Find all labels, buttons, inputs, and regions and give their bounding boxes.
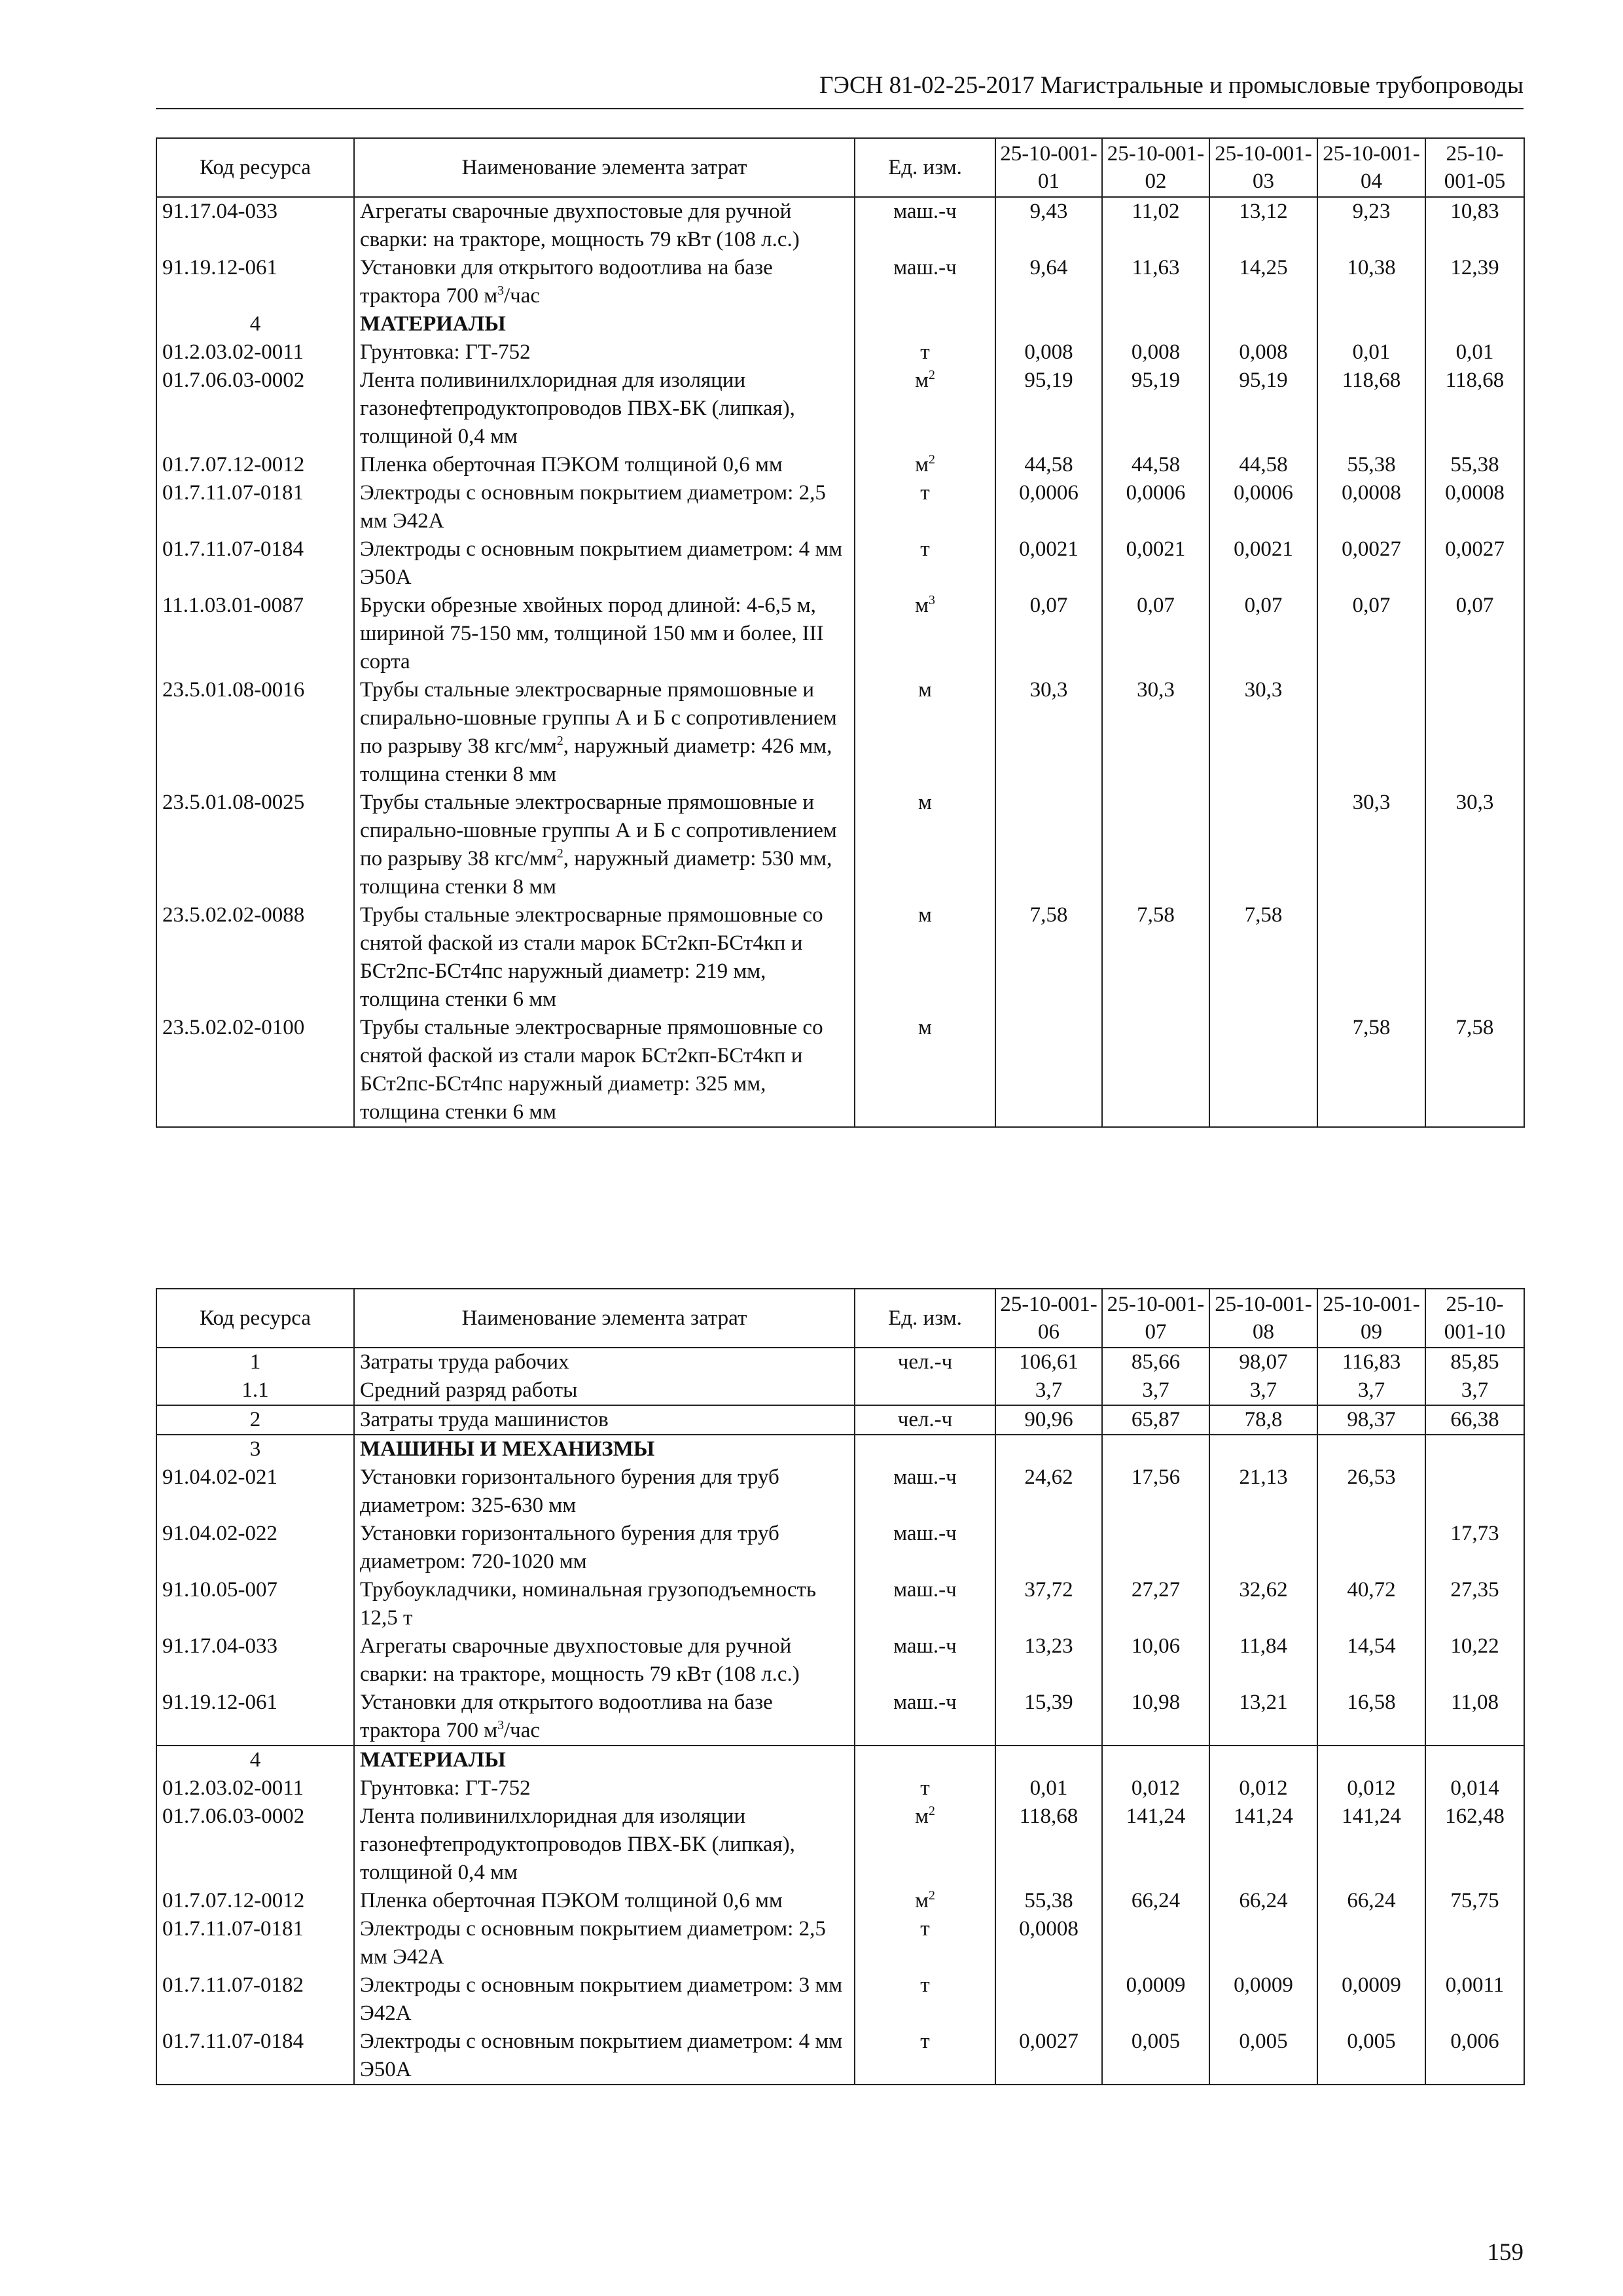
- value-cell: 0,005: [1209, 2028, 1317, 2085]
- value-cell: 14,54: [1317, 1632, 1425, 1689]
- unit-cell: т: [855, 479, 995, 535]
- table-row: [156, 197, 1524, 254]
- page-number: 159: [1487, 2239, 1524, 2266]
- resource-name: Электроды с основным покрытием диаметром: 2,5 мм Э42А: [354, 479, 855, 535]
- unit-cell: [855, 1376, 995, 1405]
- value-cell: 7,58: [1209, 901, 1317, 1014]
- resource-code: 11.1.03.01-0087: [156, 592, 354, 676]
- value-cell: 98,37: [1317, 1405, 1425, 1435]
- value-cell: 0,014: [1425, 1774, 1524, 1803]
- value-cell: 78,8: [1209, 1405, 1317, 1435]
- unit-cell: чел.-ч: [855, 1405, 995, 1435]
- value-cell: [1209, 310, 1317, 338]
- resource-name: Затраты труда рабочих: [354, 1348, 855, 1376]
- value-cell: 0,006: [1425, 2028, 1524, 2085]
- resource-code: 23.5.02.02-0088: [156, 901, 354, 1014]
- value-cell: 13,21: [1209, 1689, 1317, 1746]
- resource-name: Электроды с основным покрытием диаметром: 3 мм Э42А: [354, 1971, 855, 2028]
- value-cell: 95,19: [1102, 367, 1209, 451]
- section-row: [156, 1746, 1524, 1774]
- section-row: [156, 310, 1524, 338]
- value-cell: 0,01: [1425, 338, 1524, 367]
- value-cell: [1317, 1915, 1425, 1971]
- value-cell: 66,38: [1425, 1405, 1524, 1435]
- value-cell: [1102, 310, 1209, 338]
- value-cell: 30,3: [1317, 789, 1425, 901]
- table-header-row: [156, 1289, 1524, 1348]
- value-cell: 17,73: [1425, 1520, 1524, 1576]
- value-cell: 0,01: [995, 1774, 1102, 1803]
- value-cell: [995, 1435, 1102, 1463]
- column-header: Код ресурса: [156, 138, 354, 197]
- value-cell: 24,62: [995, 1463, 1102, 1520]
- value-cell: 0,07: [995, 592, 1102, 676]
- resource-name: Затраты труда машинистов: [354, 1405, 855, 1435]
- resource-name: Установки для открытого водоотлива на базе трактора 700 $м^3$/час: [354, 1689, 855, 1746]
- value-cell: 95,19: [995, 367, 1102, 451]
- column-header: Ед. изм.: [855, 1289, 995, 1348]
- resource-code: 1: [156, 1348, 354, 1376]
- unit-cell: $м^2$: [855, 1887, 995, 1915]
- resource-name: Бруски обрезные хвойных пород длиной: 4-6,5 м, шириной 75-150 мм, толщиной 150 мм и более, III сорта: [354, 592, 855, 676]
- column-header: 25-10-001-09: [1317, 1289, 1425, 1348]
- unit-cell: [855, 310, 995, 338]
- resource-name: МАШИНЫ И МЕХАНИЗМЫ: [354, 1435, 855, 1463]
- value-cell: 10,22: [1425, 1632, 1524, 1689]
- unit-cell: маш.-ч: [855, 1576, 995, 1632]
- value-cell: 7,58: [1317, 1014, 1425, 1127]
- value-cell: 0,0006: [1209, 479, 1317, 535]
- value-cell: 3,7: [995, 1376, 1102, 1405]
- value-cell: 0,0006: [1102, 479, 1209, 535]
- resource-name: Трубы стальные электросварные прямошовные и спирально-шовные группы А и Б с сопротивлением по разрыву 38 кгс/$мм^2$, наружный диаметр: 530 мм, толщина стенки 8 мм: [354, 789, 855, 901]
- table-row: [156, 1632, 1524, 1689]
- value-cell: [1209, 789, 1317, 901]
- value-cell: [1425, 676, 1524, 789]
- table-row: [156, 2028, 1524, 2085]
- value-cell: [1102, 1915, 1209, 1971]
- value-cell: 118,68: [995, 1803, 1102, 1887]
- resource-code: 23.5.01.08-0016: [156, 676, 354, 789]
- value-cell: [1425, 1915, 1524, 1971]
- unit-cell: $м^2$: [855, 451, 995, 479]
- value-cell: 0,0021: [995, 535, 1102, 592]
- resource-code: 3: [156, 1435, 354, 1463]
- value-cell: 85,66: [1102, 1348, 1209, 1376]
- resource-name: МАТЕРИАЛЫ: [354, 310, 855, 338]
- value-cell: 66,24: [1209, 1887, 1317, 1915]
- table-row: [156, 1774, 1524, 1803]
- value-cell: [1425, 1435, 1524, 1463]
- value-cell: 11,63: [1102, 254, 1209, 310]
- value-cell: 30,3: [995, 676, 1102, 789]
- column-header: Ед. изм.: [855, 138, 995, 197]
- resource-name: Трубы стальные электросварные прямошовные со снятой фаской из стали марок БСт2кп-БСт4кп и БСт2пс-БСт4пс наружный диаметр: 219 мм, толщина стенки 6 мм: [354, 901, 855, 1014]
- header-divider: [156, 108, 1524, 109]
- table-row: [156, 1520, 1524, 1576]
- table-row: [156, 1348, 1524, 1376]
- column-header: 25-10-001-07: [1102, 1289, 1209, 1348]
- table-row: [156, 367, 1524, 451]
- value-cell: 10,98: [1102, 1689, 1209, 1746]
- unit-cell: маш.-ч: [855, 1520, 995, 1576]
- value-cell: [995, 1520, 1102, 1576]
- value-cell: [1209, 1746, 1317, 1774]
- value-cell: 10,06: [1102, 1632, 1209, 1689]
- column-header: 25-10-001-04: [1317, 138, 1425, 197]
- table-body: [156, 197, 1524, 1127]
- resource-name: Пленка оберточная ПЭКОМ толщиной 0,6 мм: [354, 451, 855, 479]
- value-cell: 118,68: [1317, 367, 1425, 451]
- value-cell: 3,7: [1102, 1376, 1209, 1405]
- resource-code: 01.7.11.07-0182: [156, 1971, 354, 2028]
- resource-code: 1.1: [156, 1376, 354, 1405]
- value-cell: [1102, 1746, 1209, 1774]
- value-cell: 0,0009: [1102, 1971, 1209, 2028]
- table-row: [156, 1014, 1524, 1127]
- value-cell: 0,0009: [1317, 1971, 1425, 2028]
- column-header: 25-10-001-10: [1425, 1289, 1524, 1348]
- column-header: 25-10-001-03: [1209, 138, 1317, 197]
- resource-code: 01.2.03.02-0011: [156, 338, 354, 367]
- column-header: 25-10-001-02: [1102, 138, 1209, 197]
- column-header: Наименование элемента затрат: [354, 138, 855, 197]
- value-cell: 0,012: [1102, 1774, 1209, 1803]
- resource-name: Лента поливинилхлоридная для изоляции газонефтепродуктопроводов ПВХ-БК (липкая), толщиной 0,4 мм: [354, 367, 855, 451]
- value-cell: 26,53: [1317, 1463, 1425, 1520]
- value-cell: 85,85: [1425, 1348, 1524, 1376]
- value-cell: 0,0027: [995, 2028, 1102, 2085]
- unit-cell: $м^2$: [855, 1803, 995, 1887]
- table-row: [156, 1463, 1524, 1520]
- value-cell: 55,38: [1317, 451, 1425, 479]
- unit-cell: т: [855, 338, 995, 367]
- table-header-row: [156, 138, 1524, 197]
- value-cell: [995, 1971, 1102, 2028]
- value-cell: 0,0021: [1209, 535, 1317, 592]
- resource-code: 01.7.11.07-0184: [156, 2028, 354, 2085]
- resource-code: 91.10.05-007: [156, 1576, 354, 1632]
- value-cell: [995, 310, 1102, 338]
- table-row: [156, 1887, 1524, 1915]
- value-cell: 141,24: [1317, 1803, 1425, 1887]
- value-cell: 10,83: [1425, 197, 1524, 254]
- value-cell: [1425, 1746, 1524, 1774]
- value-cell: [1209, 1520, 1317, 1576]
- resource-code: 91.19.12-061: [156, 254, 354, 310]
- value-cell: 55,38: [995, 1887, 1102, 1915]
- value-cell: [1317, 1435, 1425, 1463]
- cost-table-2: [156, 1288, 1525, 2085]
- table-row: [156, 1689, 1524, 1746]
- value-cell: 12,39: [1425, 254, 1524, 310]
- value-cell: 27,35: [1425, 1576, 1524, 1632]
- unit-cell: маш.-ч: [855, 1632, 995, 1689]
- table-body: [156, 1348, 1524, 2085]
- unit-cell: [855, 1435, 995, 1463]
- value-cell: 141,24: [1209, 1803, 1317, 1887]
- value-cell: 90,96: [995, 1405, 1102, 1435]
- unit-cell: маш.-ч: [855, 254, 995, 310]
- value-cell: 44,58: [1102, 451, 1209, 479]
- value-cell: 7,58: [1425, 1014, 1524, 1127]
- unit-cell: т: [855, 2028, 995, 2085]
- value-cell: 0,008: [995, 338, 1102, 367]
- value-cell: 3,7: [1425, 1376, 1524, 1405]
- value-cell: 0,0009: [1209, 1971, 1317, 2028]
- value-cell: 9,23: [1317, 197, 1425, 254]
- value-cell: 141,24: [1102, 1803, 1209, 1887]
- resource-name: Пленка оберточная ПЭКОМ толщиной 0,6 мм: [354, 1887, 855, 1915]
- resource-code: 01.7.06.03-0002: [156, 1803, 354, 1887]
- table-row: [156, 338, 1524, 367]
- unit-cell: м: [855, 1014, 995, 1127]
- resource-name: Электроды с основным покрытием диаметром: 4 мм Э50А: [354, 535, 855, 592]
- running-header: ГЭСН 81-02-25-2017 Магистральные и промысловые трубопроводы: [819, 72, 1524, 99]
- resource-code: 2: [156, 1405, 354, 1435]
- value-cell: 7,58: [995, 901, 1102, 1014]
- value-cell: 0,0008: [995, 1915, 1102, 1971]
- resource-code: 91.04.02-021: [156, 1463, 354, 1520]
- value-cell: [1102, 1435, 1209, 1463]
- value-cell: 44,58: [1209, 451, 1317, 479]
- resource-code: 91.19.12-061: [156, 1689, 354, 1746]
- resource-name: Грунтовка: ГТ-752: [354, 1774, 855, 1803]
- table-row: [156, 1803, 1524, 1887]
- value-cell: [1209, 1915, 1317, 1971]
- resource-code: 01.7.07.12-0012: [156, 451, 354, 479]
- table-row: [156, 1576, 1524, 1632]
- resource-code: 91.04.02-022: [156, 1520, 354, 1576]
- unit-cell: т: [855, 535, 995, 592]
- unit-cell: $м^3$: [855, 592, 995, 676]
- unit-cell: маш.-ч: [855, 197, 995, 254]
- section-row: [156, 1435, 1524, 1463]
- value-cell: 65,87: [1102, 1405, 1209, 1435]
- table-row: [156, 676, 1524, 789]
- value-cell: 44,58: [995, 451, 1102, 479]
- value-cell: 13,23: [995, 1632, 1102, 1689]
- value-cell: [1317, 676, 1425, 789]
- table-row: [156, 254, 1524, 310]
- cost-table-1: [156, 137, 1525, 1128]
- value-cell: [1425, 310, 1524, 338]
- value-cell: 0,07: [1102, 592, 1209, 676]
- value-cell: 0,0021: [1102, 535, 1209, 592]
- value-cell: [1209, 1014, 1317, 1127]
- value-cell: [1425, 1463, 1524, 1520]
- resource-code: 01.7.11.07-0181: [156, 479, 354, 535]
- table-row: [156, 901, 1524, 1014]
- unit-cell: м: [855, 676, 995, 789]
- value-cell: [1102, 789, 1209, 901]
- value-cell: 55,38: [1425, 451, 1524, 479]
- value-cell: [995, 1746, 1102, 1774]
- resource-name: Агрегаты сварочные двухпостовые для ручной сварки: на тракторе, мощность 79 кВт (108 л.с.): [354, 197, 855, 254]
- resource-code: 01.7.07.12-0012: [156, 1887, 354, 1915]
- resource-name: Грунтовка: ГТ-752: [354, 338, 855, 367]
- resource-name: Трубы стальные электросварные прямошовные и спирально-шовные группы А и Б с сопротивлением по разрыву 38 кгс/$мм^2$, наружный диаметр: 426 мм, толщина стенки 8 мм: [354, 676, 855, 789]
- resource-name: Установки горизонтального бурения для труб диаметром: 720-1020 мм: [354, 1520, 855, 1576]
- value-cell: 0,01: [1317, 338, 1425, 367]
- unit-cell: маш.-ч: [855, 1689, 995, 1746]
- table-row: [156, 479, 1524, 535]
- resource-name: Установки горизонтального бурения для труб диаметром: 325-630 мм: [354, 1463, 855, 1520]
- value-cell: 9,64: [995, 254, 1102, 310]
- value-cell: 40,72: [1317, 1576, 1425, 1632]
- value-cell: 0,0027: [1425, 535, 1524, 592]
- value-cell: 0,005: [1317, 2028, 1425, 2085]
- column-header: Наименование элемента затрат: [354, 1289, 855, 1348]
- value-cell: 66,24: [1102, 1887, 1209, 1915]
- unit-cell: т: [855, 1971, 995, 2028]
- value-cell: 10,38: [1317, 254, 1425, 310]
- value-cell: [995, 789, 1102, 901]
- resource-name: Агрегаты сварочные двухпостовые для ручной сварки: на тракторе, мощность 79 кВт (108 л.с.): [354, 1632, 855, 1689]
- value-cell: [1102, 1014, 1209, 1127]
- unit-cell: м: [855, 901, 995, 1014]
- value-cell: 0,0008: [1425, 479, 1524, 535]
- value-cell: 9,43: [995, 197, 1102, 254]
- resource-code: 91.17.04-033: [156, 197, 354, 254]
- value-cell: [1317, 1520, 1425, 1576]
- value-cell: 11,84: [1209, 1632, 1317, 1689]
- resource-name: Установки для открытого водоотлива на базе трактора 700 $м^3$/час: [354, 254, 855, 310]
- column-header: Код ресурса: [156, 1289, 354, 1348]
- resource-code: 23.5.02.02-0100: [156, 1014, 354, 1127]
- resource-name: Лента поливинилхлоридная для изоляции газонефтепродуктопроводов ПВХ-БК (липкая), толщиной 0,4 мм: [354, 1803, 855, 1887]
- value-cell: 95,19: [1209, 367, 1317, 451]
- value-cell: 0,005: [1102, 2028, 1209, 2085]
- resource-name: Трубы стальные электросварные прямошовные со снятой фаской из стали марок БСт2кп-БСт4кп и БСт2пс-БСт4пс наружный диаметр: 325 мм, толщина стенки 6 мм: [354, 1014, 855, 1127]
- value-cell: [1317, 310, 1425, 338]
- resource-code: 01.7.11.07-0181: [156, 1915, 354, 1971]
- column-header: 25-10-001-01: [995, 138, 1102, 197]
- table-row: [156, 592, 1524, 676]
- value-cell: 13,12: [1209, 197, 1317, 254]
- value-cell: 0,07: [1317, 592, 1425, 676]
- table-row: [156, 1915, 1524, 1971]
- value-cell: [1209, 1435, 1317, 1463]
- value-cell: 15,39: [995, 1689, 1102, 1746]
- unit-cell: чел.-ч: [855, 1348, 995, 1376]
- unit-cell: [855, 1746, 995, 1774]
- table-row: [156, 789, 1524, 901]
- table-row: [156, 451, 1524, 479]
- table-row: [156, 1971, 1524, 2028]
- resource-code: 01.2.03.02-0011: [156, 1774, 354, 1803]
- value-cell: 162,48: [1425, 1803, 1524, 1887]
- value-cell: 0,012: [1209, 1774, 1317, 1803]
- value-cell: 16,58: [1317, 1689, 1425, 1746]
- value-cell: [1317, 1746, 1425, 1774]
- unit-cell: $м^2$: [855, 367, 995, 451]
- value-cell: 11,02: [1102, 197, 1209, 254]
- value-cell: 0,008: [1102, 338, 1209, 367]
- resource-name: Электроды с основным покрытием диаметром: 2,5 мм Э42А: [354, 1915, 855, 1971]
- table-row: [156, 1376, 1524, 1405]
- value-cell: 0,07: [1425, 592, 1524, 676]
- value-cell: 75,75: [1425, 1887, 1524, 1915]
- value-cell: [1425, 901, 1524, 1014]
- resource-name: МАТЕРИАЛЫ: [354, 1746, 855, 1774]
- value-cell: 0,0011: [1425, 1971, 1524, 2028]
- resource-code: 01.7.11.07-0184: [156, 535, 354, 592]
- value-cell: 3,7: [1209, 1376, 1317, 1405]
- value-cell: 3,7: [1317, 1376, 1425, 1405]
- unit-cell: т: [855, 1774, 995, 1803]
- value-cell: 0,0027: [1317, 535, 1425, 592]
- column-header: 25-10-001-06: [995, 1289, 1102, 1348]
- table-row: [156, 535, 1524, 592]
- value-cell: 14,25: [1209, 254, 1317, 310]
- value-cell: 21,13: [1209, 1463, 1317, 1520]
- value-cell: 7,58: [1102, 901, 1209, 1014]
- value-cell: 98,07: [1209, 1348, 1317, 1376]
- resource-name: Средний разряд работы: [354, 1376, 855, 1405]
- value-cell: [995, 1014, 1102, 1127]
- value-cell: 116,83: [1317, 1348, 1425, 1376]
- table-row: [156, 1405, 1524, 1435]
- value-cell: 118,68: [1425, 367, 1524, 451]
- resource-code: 4: [156, 310, 354, 338]
- unit-cell: т: [855, 1915, 995, 1971]
- value-cell: 30,3: [1209, 676, 1317, 789]
- value-cell: 11,08: [1425, 1689, 1524, 1746]
- value-cell: [1317, 901, 1425, 1014]
- value-cell: 37,72: [995, 1576, 1102, 1632]
- value-cell: [1102, 1520, 1209, 1576]
- column-header: 25-10-001-05: [1425, 138, 1524, 197]
- column-header: 25-10-001-08: [1209, 1289, 1317, 1348]
- resource-code: 23.5.01.08-0025: [156, 789, 354, 901]
- value-cell: 0,0008: [1317, 479, 1425, 535]
- value-cell: 17,56: [1102, 1463, 1209, 1520]
- unit-cell: м: [855, 789, 995, 901]
- value-cell: 0,012: [1317, 1774, 1425, 1803]
- resource-name: Электроды с основным покрытием диаметром: 4 мм Э50А: [354, 2028, 855, 2085]
- value-cell: 30,3: [1425, 789, 1524, 901]
- unit-cell: маш.-ч: [855, 1463, 995, 1520]
- resource-name: Трубоукладчики, номинальная грузоподъемность 12,5 т: [354, 1576, 855, 1632]
- value-cell: 27,27: [1102, 1576, 1209, 1632]
- value-cell: 32,62: [1209, 1576, 1317, 1632]
- value-cell: 66,24: [1317, 1887, 1425, 1915]
- value-cell: 0,008: [1209, 338, 1317, 367]
- resource-code: 01.7.06.03-0002: [156, 367, 354, 451]
- value-cell: 106,61: [995, 1348, 1102, 1376]
- value-cell: 0,0006: [995, 479, 1102, 535]
- value-cell: 30,3: [1102, 676, 1209, 789]
- resource-code: 4: [156, 1746, 354, 1774]
- resource-code: 91.17.04-033: [156, 1632, 354, 1689]
- value-cell: 0,07: [1209, 592, 1317, 676]
